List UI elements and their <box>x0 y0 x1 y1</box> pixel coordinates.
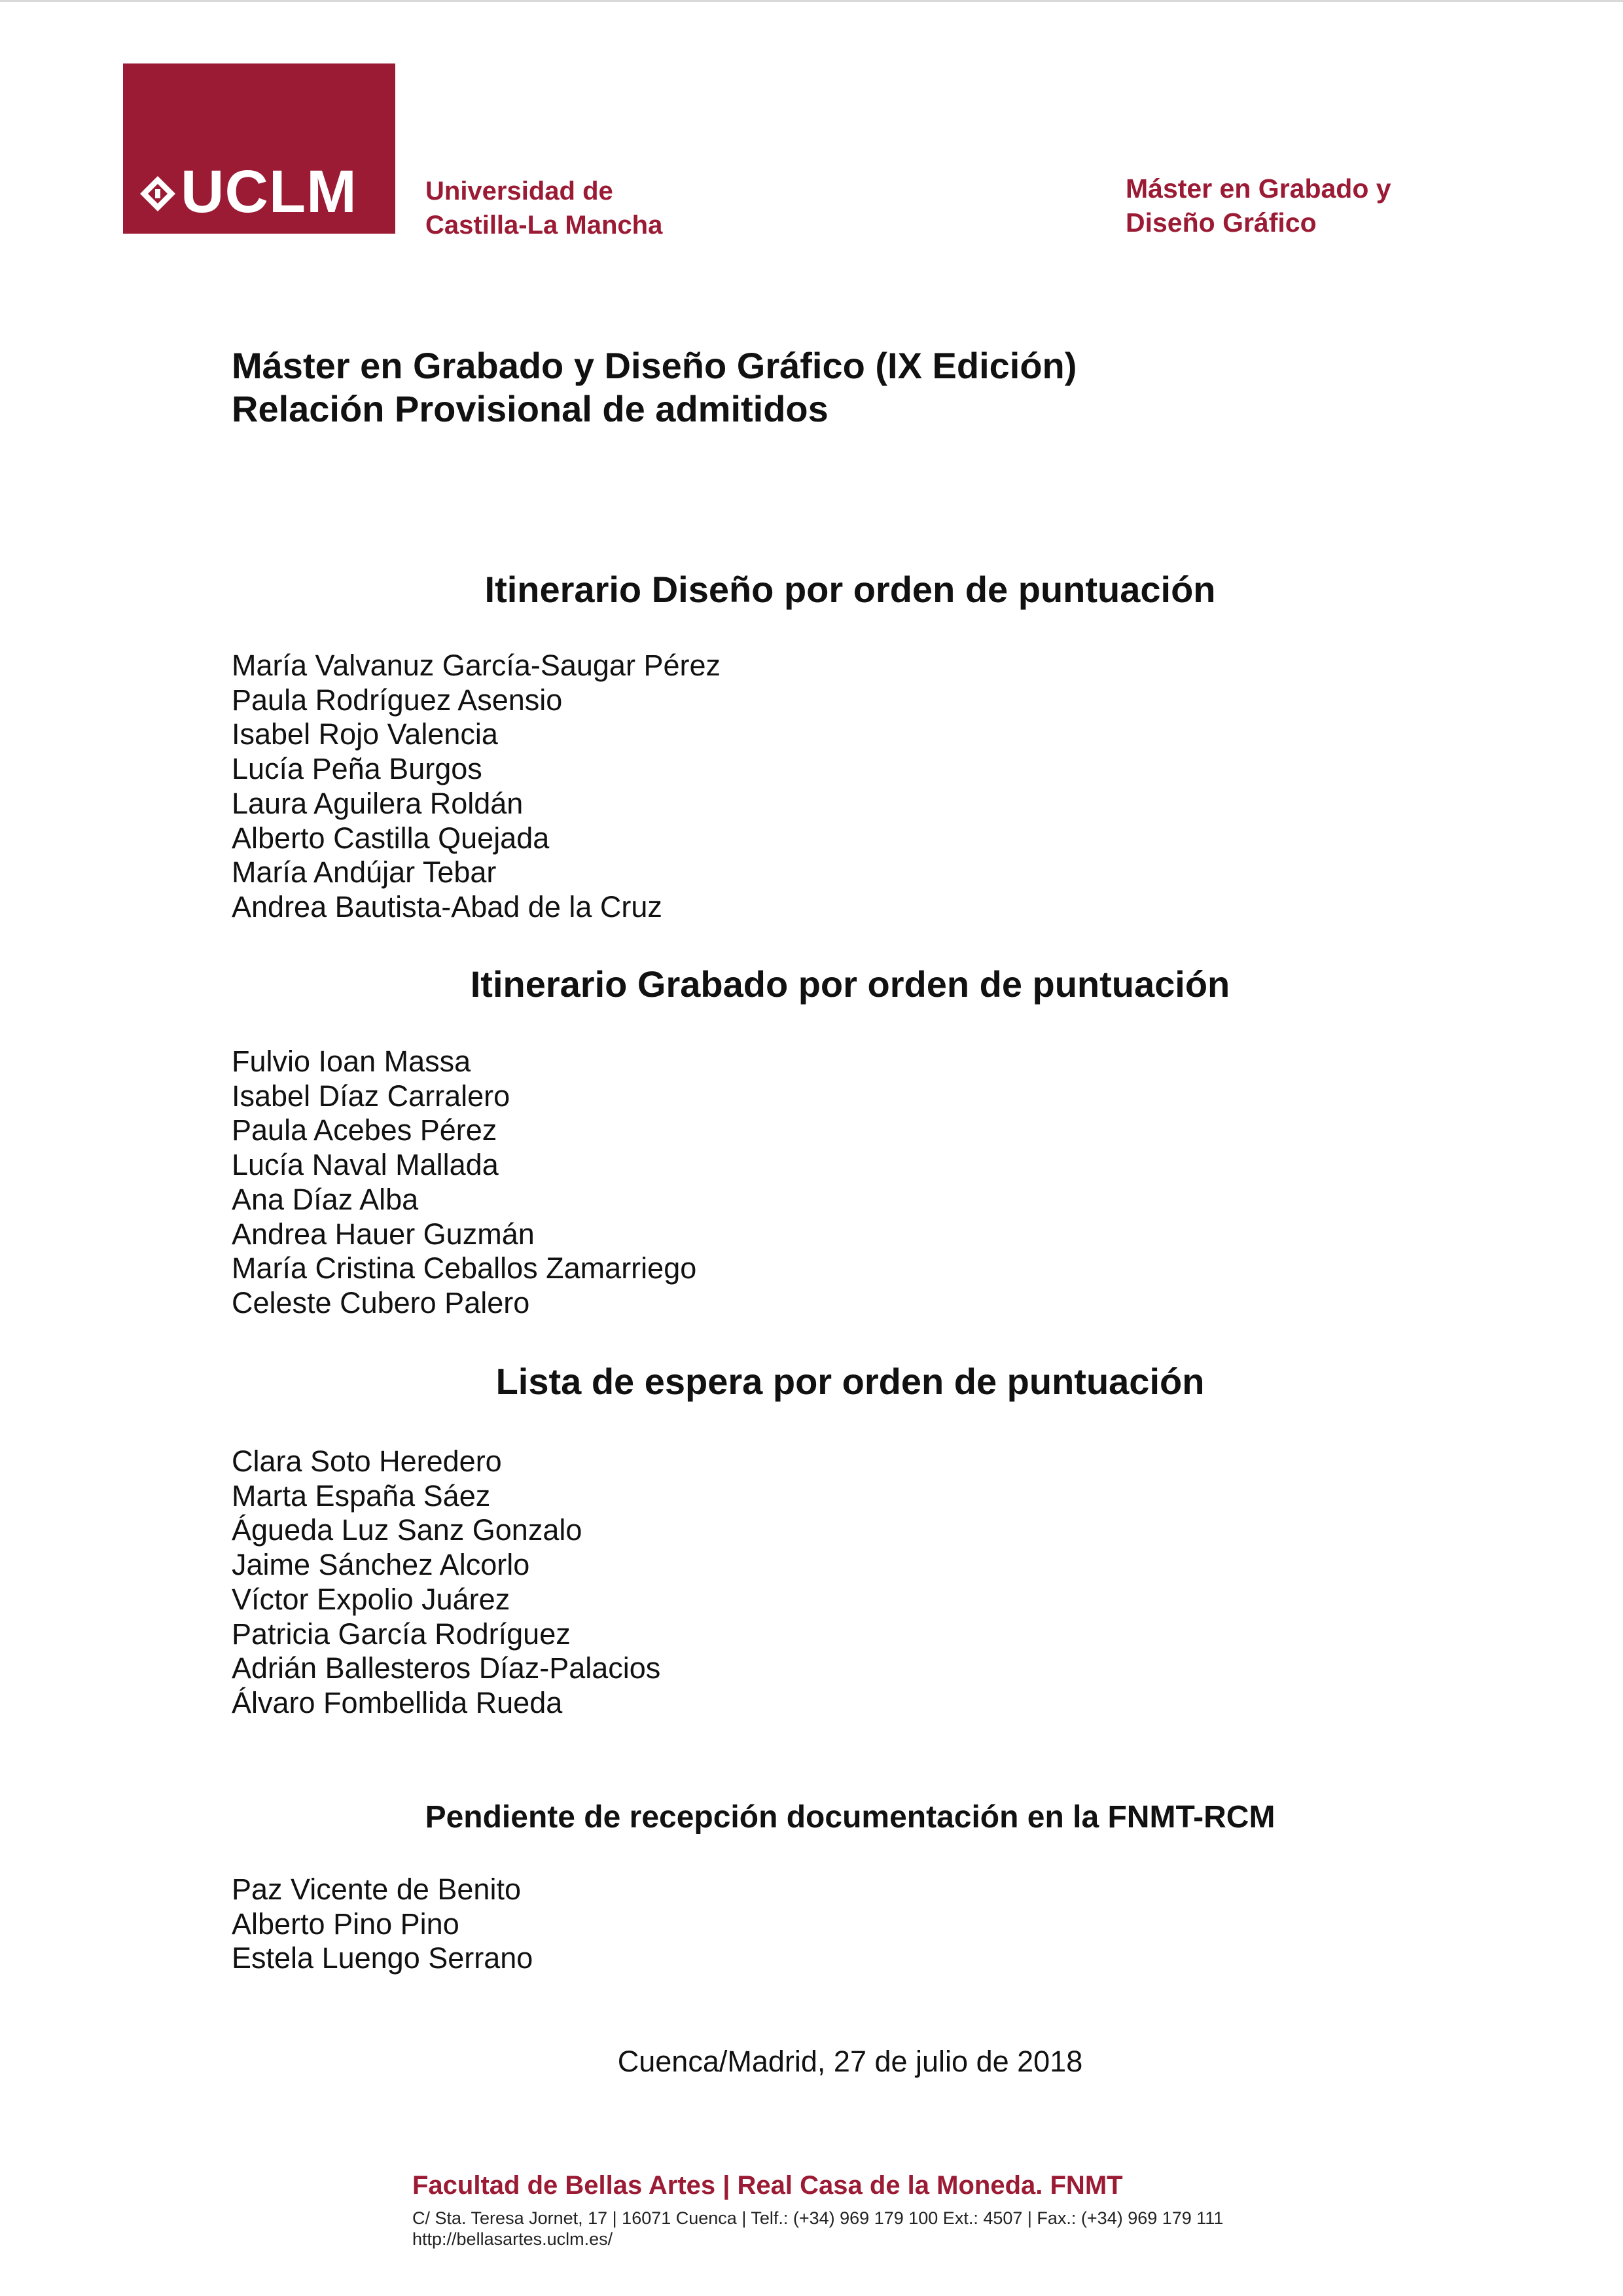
list-item: Ana Díaz Alba <box>232 1182 419 1216</box>
list-item: Paula Rodríguez Asensio <box>232 683 563 717</box>
list-item: Isabel Rojo Valencia <box>232 717 498 751</box>
list-item: Marta España Sáez <box>232 1479 491 1513</box>
master-name <box>1126 171 1391 240</box>
document-title-line-2: Relación Provisional de admitidos <box>232 388 829 429</box>
name-list-lista-espera <box>232 1444 660 1721</box>
list-item: Alberto Castilla Quejada <box>232 821 550 855</box>
list-item: Andrea Bautista-Abad de la Cruz <box>232 889 662 924</box>
list-item: Celeste Cubero Palero <box>232 1285 530 1319</box>
footer-title: Facultad de Bellas Artes | Real Casa de la Moneda. FNMT <box>412 2171 1123 2200</box>
master-name-line-2: Diseño Gráfico <box>1126 207 1317 238</box>
list-item: Víctor Expolio Juárez <box>232 1582 510 1616</box>
list-item: Patricia García Rodríguez <box>232 1617 571 1651</box>
university-name-line-2: Castilla-La Mancha <box>425 211 663 240</box>
list-item: María Valvanuz García-Saugar Pérez <box>232 649 721 682</box>
list-item: Laura Aguilera Roldán <box>232 786 524 820</box>
university-name-line-1: Universidad de <box>425 177 613 206</box>
list-item: María Andújar Tebar <box>232 855 497 889</box>
university-name <box>425 174 662 242</box>
footer-address: C/ Sta. Teresa Jornet, 17 | 16071 Cuenca | Telf.: (+34) 969 179 100 Ext.: 4507 | Fax.: (+34) 969 179 111 <box>412 2208 1224 2228</box>
logo-text: UCLM <box>181 158 357 225</box>
list-item: Andrea Hauer Guzmán <box>232 1217 535 1251</box>
list-item: Jaime Sánchez Alcorlo <box>232 1548 530 1582</box>
uclm-emblem-icon <box>139 175 177 213</box>
list-item: Paula Acebes Pérez <box>232 1113 497 1147</box>
list-item: Fulvio Ioan Massa <box>232 1045 471 1078</box>
list-item: Paz Vicente de Benito <box>232 1873 521 1906</box>
master-name-line-1: Máster en Grabado y <box>1126 173 1391 204</box>
section-heading-lista-espera: Lista de espera por orden de puntuación <box>495 1361 1205 1402</box>
list-item: Álvaro Fombellida Rueda <box>232 1685 563 1719</box>
list-item: Alberto Pino Pino <box>232 1907 459 1941</box>
list-item: Águeda Luz Sanz Gonzalo <box>232 1513 582 1547</box>
section-heading-pendiente: Pendiente de recepción documentación en la FNMT-RCM <box>425 1800 1275 1835</box>
list-item: Lucía Peña Burgos <box>232 752 482 786</box>
list-item: Lucía Naval Mallada <box>232 1148 499 1182</box>
document-title-line-1: Máster en Grabado y Diseño Gráfico (IX Edición) <box>232 345 1077 386</box>
list-item: Isabel Díaz Carralero <box>232 1079 510 1113</box>
name-list-grabado <box>232 1045 696 1321</box>
uclm-logo <box>123 63 395 234</box>
list-item: Estela Luengo Serrano <box>232 1941 533 1975</box>
page-top-rule <box>0 0 1623 2</box>
footer-url[interactable]: http://bellasartes.uclm.es/ <box>412 2229 613 2249</box>
document-title <box>232 344 1077 431</box>
list-item: Clara Soto Heredero <box>232 1444 502 1478</box>
list-item: María Cristina Ceballos Zamarriego <box>232 1251 697 1285</box>
date-line: Cuenca/Madrid, 27 de julio de 2018 <box>617 2045 1083 2078</box>
section-heading-grabado: Itinerario Grabado por orden de puntuación <box>470 963 1230 1005</box>
list-item: Adrián Ballesteros Díaz-Palacios <box>232 1651 661 1685</box>
name-list-pendiente <box>232 1873 533 1976</box>
name-list-diseno <box>232 649 721 925</box>
section-heading-diseno: Itinerario Diseño por orden de puntuación <box>484 569 1216 610</box>
